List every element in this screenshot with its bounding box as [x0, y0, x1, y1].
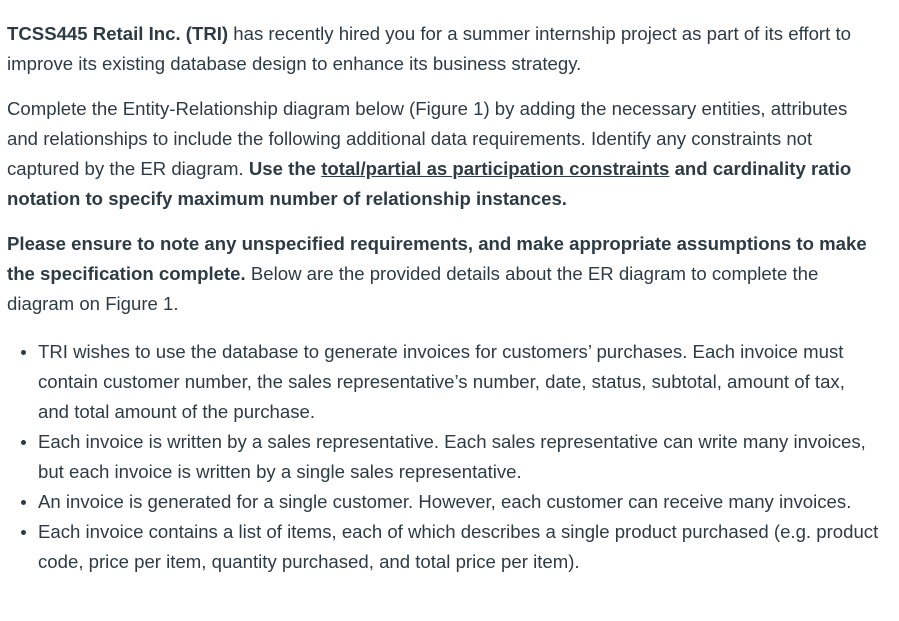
requirement-item: Each invoice is written by a sales representative. Each sales representative can write many invoices, but each invoice is written by a single sales representative.	[38, 427, 880, 487]
note-paragraph	[7, 229, 880, 319]
intro-paragraph	[7, 19, 880, 79]
task-paragraph	[7, 94, 880, 214]
requirement-item: Each invoice contains a list of items, each of which describes a single product purchased (e.g. product code, price per item, quantity purchased, and total price per item).	[38, 517, 880, 577]
requirement-item: TRI wishes to use the database to generate invoices for customers’ purchases. Each invoice must contain customer number, the sales representative’s number, date, status, subtotal, amount of tax, and total amount of the purchase.	[38, 337, 880, 427]
task-text: Complete the Entity-Relationship diagram below (Figure 1) by adding the necessary entities, attributes and relationships to include the following additional data requirements. Identify any constraints not captured by the ER diagram.	[7, 98, 848, 179]
task-instruction-end: and cardinality ratio notation to specify maximum number of relationship instances.	[7, 158, 852, 209]
requirement-item: An invoice is generated for a single customer. However, each customer can receive many invoices.	[38, 487, 880, 517]
task-instruction-start: Use the	[248, 158, 322, 179]
company-name: TCSS445 Retail Inc. (TRI)	[7, 23, 229, 44]
requirements-list	[7, 337, 880, 577]
intro-text: has recently hired you for a summer internship project as part of its effort to improve its existing database design to enhance its business strategy.	[7, 23, 851, 74]
note-text: Below are the provided details about the ER diagram to complete the diagram on Figure 1.	[7, 263, 819, 314]
participation-constraints-term: total/partial as participation constraints	[321, 158, 670, 179]
note-emphasis: Please ensure to note any unspecified requirements, and make appropriate assumptions to make the specification complete.	[7, 233, 867, 284]
